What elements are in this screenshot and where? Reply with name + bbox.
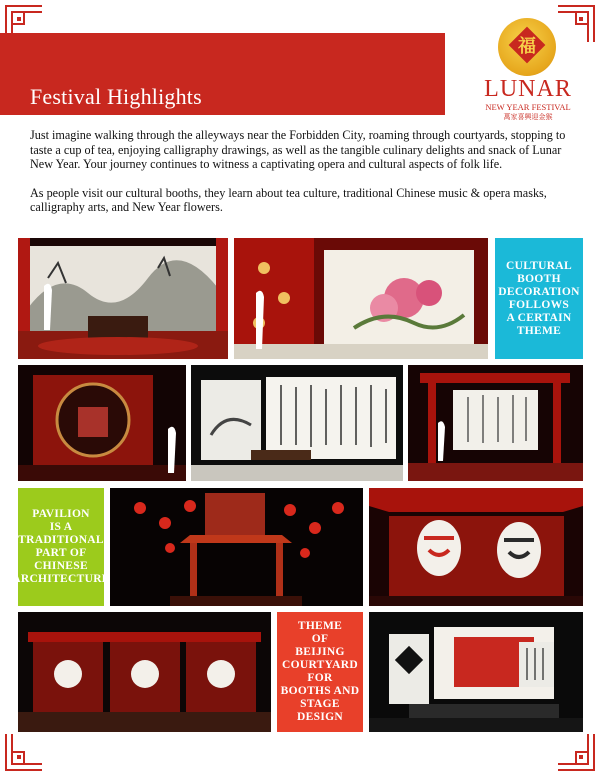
photo-opera-mask-booth [369,488,583,606]
corner-ornament-bottom-right [556,732,596,772]
photo-tea-booth [18,238,228,359]
intro-paragraph: Just imagine walking through the alleyways near the Forbidden City, roaming through courtyards, stopping to taste a cup of tea, enjoying calligraphy drawings, as well as the tangible culinary delights and snack of Lunar New Year. Your journey continues to witness a captivating opera and cultural aspects of folk life. [30,128,566,171]
page-title: Festival Highlights [30,84,202,109]
photo-peony-booth [234,238,488,359]
photo-courtyard-stage [369,612,583,732]
photo-pavilion-stage [408,365,583,481]
callout-text: CULTURAL BOOTH DECORATION FOLLOWS A CERTAIN THEME [498,259,580,337]
callout-text: THEME OF BEIJING COURTYARD FOR BOOTHS AND STAGE DESIGN [280,620,360,723]
photo-lantern-pavilion [110,488,363,606]
logo-emblem-character: 福 [518,36,536,56]
corner-ornament-bottom-left [4,732,44,772]
photo-calligraphy-booth [191,365,403,481]
callout-pavilion [12,488,110,606]
intro-text [30,128,578,229]
logo-tagline: NEW YEAR FESTIVAL [485,102,571,112]
logo-wordmark: LUNAR [484,76,572,102]
festival-logo [474,18,582,121]
intro-paragraph: As people visit our cultural booths, they learn about tea culture, traditional Chinese music & opera masks, calligraphy arts, and New Year flowers. [30,185,547,214]
logo-chinese-text: 萬家喜興迎金猴 [503,114,553,121]
callout-cultural-booth [495,238,583,359]
callout-courtyard [277,612,363,732]
photo-courtyard-booths [18,612,271,732]
callout-text: PAVILION IS A TRADITIONAL PART OF CHINESE ARCHITECTURE [12,508,110,585]
photo-moon-gate-booth [18,365,186,481]
